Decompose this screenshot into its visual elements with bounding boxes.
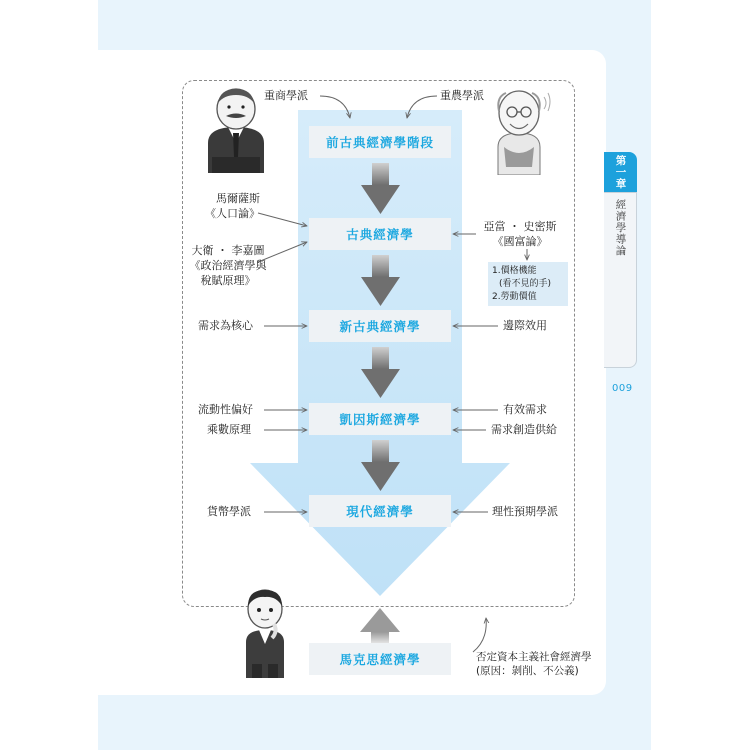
stage-modern: 現代經濟學 [309, 495, 451, 527]
label-mercantilism: 重商學派 [264, 89, 308, 102]
stage-neoclassical: 新古典經濟學 [309, 310, 451, 342]
stage-classical: 古典經濟學 [309, 218, 451, 250]
mercantilist-character-icon [202, 87, 270, 173]
stage-keynesian: 凱因斯經濟學 [309, 403, 451, 435]
stage-pre-classical: 前古典經濟學階段 [309, 126, 451, 158]
chapter-label: 第一章 [614, 155, 627, 190]
physiocrat-character-icon [486, 87, 552, 175]
marx-up-arrow [360, 608, 400, 645]
label-multiplier: 乘數原理 [207, 423, 251, 436]
label-ricardo: 大衛 ・ 李嘉圖 《政治經濟學與 稅賦原理》 [189, 244, 267, 287]
label-effective-demand: 有效需求 [503, 403, 547, 416]
label-physiocracy: 重農學派 [440, 89, 484, 102]
stage-marxian: 馬克思經濟學 [309, 643, 451, 675]
label-demand-core: 需求為核心 [198, 319, 253, 332]
label-marginal-utility: 邊際效用 [503, 319, 547, 332]
label-marx-note: 否定資本主義社會經濟學 (原因：剝削、不公義) [476, 651, 592, 677]
label-malthus: 馬爾薩斯 《人口論》 [205, 192, 260, 220]
smith-note-box: 1.價格機能 (看不見的手) 2.勞動價值 [488, 262, 568, 306]
label-monetarism: 貨幣學派 [207, 505, 251, 518]
label-liquidity: 流動性偏好 [198, 403, 253, 416]
marx-character-icon [238, 588, 292, 678]
label-rational-expectations: 理性預期學派 [492, 505, 558, 518]
page-number: 009 [612, 383, 633, 394]
chapter-title: 經濟學導論 [614, 199, 627, 257]
label-demand-supply: 需求創造供給 [491, 423, 557, 436]
label-smith: 亞當 ・ 史密斯 《國富論》 [483, 220, 557, 248]
